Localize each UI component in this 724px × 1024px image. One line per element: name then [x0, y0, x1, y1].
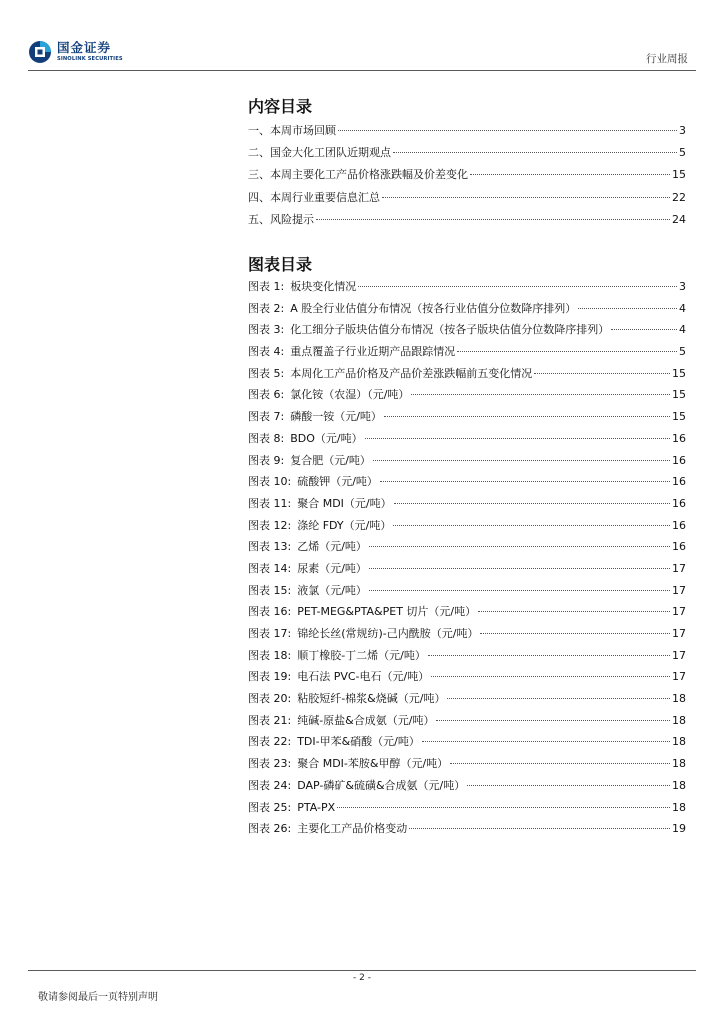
- figure-entry-number: 图表 13:: [248, 540, 292, 554]
- figure-entry-leader: [369, 590, 670, 591]
- figure-entry[interactable]: [248, 733, 686, 755]
- figure-entry-number: 图表 15:: [248, 583, 292, 597]
- contents-entry-leader: [382, 197, 670, 198]
- figure-entry-number: 图表 26:: [248, 822, 292, 836]
- figure-entry-page: 17: [672, 627, 686, 640]
- figure-entry-number: 图表 17:: [248, 627, 292, 640]
- figure-entry-page: 18: [672, 757, 686, 771]
- figure-entry-leader: [447, 698, 670, 699]
- figure-entry[interactable]: [248, 452, 686, 474]
- figure-entry-leader: [431, 676, 670, 677]
- page-number: - 2 -: [353, 973, 371, 983]
- figure-entry-leader: [436, 720, 670, 721]
- figure-entry-label: 顺丁橡胶-丁二烯（元/吨）: [297, 648, 426, 662]
- figure-entry-label: DAP-磷矿&硫磺&合成氨（元/吨）: [297, 778, 466, 792]
- figure-entry-label: 重点覆盖子行业近期产品跟踪情况: [290, 345, 456, 359]
- figures-list: [248, 278, 686, 842]
- figure-entry[interactable]: [248, 820, 686, 842]
- figure-entry-leader: [393, 525, 670, 526]
- figure-entry-number: 图表 23:: [248, 757, 292, 771]
- figure-entry[interactable]: [248, 690, 686, 712]
- contents-entry-label: 五、风险提示: [248, 212, 314, 226]
- figure-entry-label: 聚合 MDI-苯胺&甲醇（元/吨）: [297, 757, 449, 771]
- contents-entry-leader: [393, 152, 677, 153]
- figure-entry-number: 图表 1:: [248, 280, 285, 293]
- figure-entry-label: PTA-PX: [297, 800, 336, 814]
- figure-entry-leader: [337, 807, 670, 808]
- figure-entry-page: 15: [672, 388, 686, 402]
- figure-entry[interactable]: [248, 365, 686, 387]
- figure-entry[interactable]: [248, 517, 686, 539]
- contents-entry-label: 四、本周行业重要信息汇总: [248, 190, 380, 204]
- figure-entry[interactable]: [248, 712, 686, 734]
- figure-entry-page: 18: [672, 800, 686, 814]
- figures-title: 图表目录: [248, 255, 313, 274]
- figure-entry-leader: [365, 438, 670, 439]
- figure-entry-page: 18: [672, 735, 686, 749]
- figure-entry-page: 15: [672, 366, 686, 380]
- figure-entry[interactable]: [248, 408, 686, 430]
- figure-entry-page: 17: [672, 561, 686, 575]
- contents-entry-page: 24: [672, 212, 686, 226]
- figure-entry-leader: [369, 546, 670, 547]
- figure-entry-leader: [578, 308, 677, 309]
- figure-entry-number: 图表 20:: [248, 692, 292, 706]
- figure-entry-page: 16: [672, 453, 686, 467]
- figure-entry-page: 16: [672, 475, 686, 489]
- figure-entry-label: 液氯（元/吨）: [297, 583, 367, 597]
- figure-entry-leader: [611, 329, 677, 330]
- figure-entry[interactable]: [248, 647, 686, 669]
- figure-entry-leader: [422, 741, 670, 742]
- figure-entry-label: 化工细分子版块估值分布情况（按各子版块估值分位数降序排列）: [290, 323, 610, 337]
- figure-entry-label: 硫酸钾（元/吨）: [297, 475, 378, 489]
- figure-entry-number: 图表 5:: [248, 366, 285, 380]
- figure-entry-page: 16: [672, 431, 686, 445]
- contents-entry-leader: [316, 219, 670, 220]
- contents-entry[interactable]: [248, 211, 686, 233]
- figure-entry-label: 聚合 MDI（元/吨）: [297, 496, 392, 510]
- figure-entry[interactable]: [248, 386, 686, 408]
- company-logo: [28, 40, 123, 64]
- figure-entry[interactable]: [248, 495, 686, 517]
- figure-entry-leader: [450, 763, 670, 764]
- figure-entry[interactable]: [248, 799, 686, 821]
- figure-entry[interactable]: [248, 430, 686, 452]
- contents-entry-leader: [338, 130, 677, 131]
- figure-entry-label: 氯化铵（农湿）（元/吨）: [290, 388, 410, 402]
- figure-entry-label: 磷酸一铵（元/吨）: [290, 410, 382, 424]
- figure-entry-label: 本周化工产品价格及产品价差涨跌幅前五变化情况: [290, 366, 533, 380]
- figure-entry-number: 图表 7:: [248, 410, 285, 424]
- figure-entry-page: 17: [672, 583, 686, 597]
- contents-entry-leader: [470, 174, 670, 175]
- figure-entry-number: 图表 21:: [248, 713, 292, 727]
- figure-entry-page: 15: [672, 410, 686, 424]
- figure-entry-page: 18: [672, 778, 686, 792]
- figure-entry-leader: [480, 633, 670, 634]
- contents-entry-label: 三、本周主要化工产品价格涨跌幅及价差变化: [248, 168, 468, 182]
- figure-entry-number: 图表 18:: [248, 648, 292, 662]
- figure-entry-label: 电石法 PVC-电石（元/吨）: [297, 670, 430, 684]
- figure-entry-leader: [369, 568, 670, 569]
- figure-entry-page: 16: [672, 540, 686, 554]
- figure-entry-label: 粘胶短纤-棉浆&烧碱（元/吨）: [297, 692, 446, 706]
- figure-entry-number: 图表 14:: [248, 561, 292, 575]
- sinolink-logo-icon: [28, 40, 52, 64]
- figure-entry-number: 图表 24:: [248, 778, 292, 792]
- figure-entry[interactable]: [248, 777, 686, 799]
- contents-entry[interactable]: [248, 122, 686, 144]
- figure-entry-number: 图表 9:: [248, 453, 285, 467]
- figure-entry-label: PET-MEG&PTA&PET 切片（元/吨）: [297, 605, 477, 619]
- header-divider: [28, 70, 696, 71]
- figure-entry-page: 16: [672, 518, 686, 532]
- contents-entry-page: 22: [672, 190, 686, 204]
- figure-entry[interactable]: [248, 582, 686, 604]
- figure-entry-leader: [428, 655, 670, 656]
- figure-entry-number: 图表 4:: [248, 345, 285, 359]
- figure-entry-label: 尿素（元/吨）: [297, 561, 367, 575]
- contents-entry[interactable]: [248, 189, 686, 211]
- disclaimer-text: 敬请参阅最后一页特别声明: [38, 992, 158, 1003]
- figure-entry-page: 4: [679, 301, 686, 315]
- figure-entry[interactable]: [248, 473, 686, 495]
- figure-entry-page: 18: [672, 692, 686, 706]
- figure-entry-number: 图表 3:: [248, 323, 285, 337]
- figure-entry-page: 4: [679, 323, 686, 337]
- figure-entry[interactable]: [248, 343, 686, 365]
- figure-entry-label: 主要化工产品价格变动: [297, 822, 408, 836]
- figure-entry-leader: [457, 351, 677, 352]
- footer-divider: [28, 970, 696, 971]
- figure-entry-leader: [380, 481, 670, 482]
- figure-entry[interactable]: [248, 668, 686, 690]
- contents-title: 内容目录: [248, 97, 313, 116]
- figure-entry[interactable]: [248, 603, 686, 625]
- figure-entry-leader: [358, 286, 677, 287]
- figure-entry-number: 图表 12:: [248, 518, 292, 532]
- figure-entry-label: 乙烯（元/吨）: [297, 540, 367, 554]
- figure-entry-page: 5: [679, 345, 686, 359]
- figure-entry-page: 16: [672, 496, 686, 510]
- figure-entry-label: 纯碱-原盐&合成氨（元/吨）: [297, 713, 435, 727]
- figure-entry-number: 图表 6:: [248, 388, 285, 402]
- figure-entry-number: 图表 16:: [248, 605, 292, 619]
- figure-entry-number: 图表 8:: [248, 431, 285, 445]
- figure-entry-leader: [478, 611, 670, 612]
- figure-entry-number: 图表 22:: [248, 735, 292, 749]
- figure-entry-leader: [411, 394, 670, 395]
- contents-entry-page: 3: [679, 124, 686, 137]
- figure-entry[interactable]: [248, 538, 686, 560]
- figure-entry-page: 17: [672, 670, 686, 684]
- contents-entry[interactable]: [248, 166, 686, 188]
- figure-entry-label: 锦纶长丝(常规纺)-己内酰胺（元/吨）: [297, 627, 479, 640]
- figure-entry-label: BDO（元/吨）: [290, 431, 363, 445]
- report-type: 行业周报: [646, 53, 688, 65]
- figure-entry-page: 19: [672, 822, 686, 836]
- figure-entry-label: TDI-甲苯&硝酸（元/吨）: [297, 735, 420, 749]
- figure-entry-leader: [394, 503, 670, 504]
- figure-entry-page: 3: [679, 280, 686, 293]
- figure-entry-number: 图表 10:: [248, 475, 292, 489]
- figure-entry-number: 图表 25:: [248, 800, 292, 814]
- contents-list: [248, 122, 686, 233]
- figure-entry-leader: [467, 785, 670, 786]
- figure-entry[interactable]: [248, 300, 686, 322]
- contents-entry-label: 一、本周市场回顾: [248, 124, 336, 137]
- figure-entry-number: 图表 11:: [248, 496, 292, 510]
- figure-entry-number: 图表 19:: [248, 670, 292, 684]
- figure-entry[interactable]: [248, 321, 686, 343]
- figure-entry-label: 复合肥（元/吨）: [290, 453, 371, 467]
- figure-entry-label: A 股全行业估值分布情况（按各行业估值分位数降序排列）: [290, 301, 577, 315]
- logo-chinese-name: 国金证券: [57, 40, 112, 56]
- figure-entry-leader: [384, 416, 670, 417]
- figure-entry-leader: [409, 828, 670, 829]
- logo-english-name: SINOLINK SECURITIES: [57, 55, 123, 62]
- contents-entry-label: 二、国金大化工团队近期观点: [248, 146, 391, 160]
- figure-entry[interactable]: [248, 278, 686, 300]
- figure-entry-leader: [373, 460, 670, 461]
- contents-entry-page: 15: [672, 168, 686, 182]
- page-header: [28, 40, 696, 70]
- figure-entry[interactable]: [248, 560, 686, 582]
- contents-entry[interactable]: [248, 144, 686, 166]
- figure-entry-page: 17: [672, 605, 686, 619]
- figure-entry-number: 图表 2:: [248, 301, 285, 315]
- figure-entry-label: 涤纶 FDY（元/吨）: [297, 518, 392, 532]
- figure-entry-leader: [534, 373, 670, 374]
- figure-entry[interactable]: [248, 755, 686, 777]
- figure-entry-label: 板块变化情况: [290, 280, 357, 293]
- figure-entry-page: 17: [672, 648, 686, 662]
- figure-entry[interactable]: [248, 625, 686, 647]
- figure-entry-page: 18: [672, 713, 686, 727]
- contents-entry-page: 5: [679, 146, 686, 160]
